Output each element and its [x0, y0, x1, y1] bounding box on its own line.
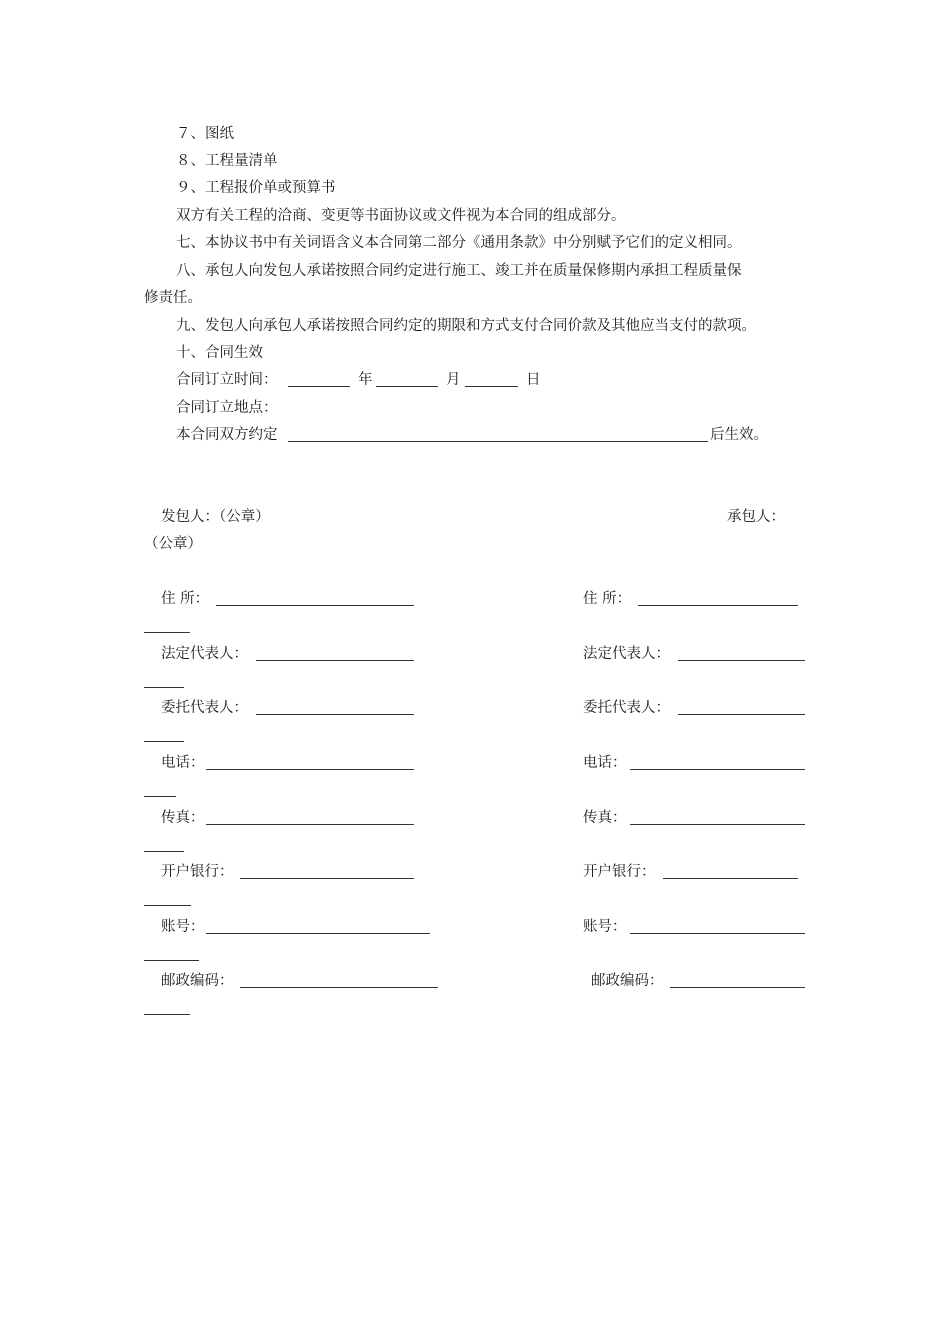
contractor-legal-rep-blank: [678, 660, 805, 661]
phone-overflow-blank: [144, 796, 176, 797]
employer-label: 发包人：（公章）: [161, 509, 270, 525]
item-8: ８、工程量清单: [176, 153, 278, 169]
account-overflow-blank: [144, 960, 199, 961]
item-7: ７、图纸: [176, 126, 234, 142]
postcode-overflow-blank: [144, 1014, 190, 1015]
contractor-agent-blank: [678, 714, 805, 715]
contractor-legal-rep-label: 法定代表人：: [583, 646, 670, 662]
item-9: ９、工程报价单或预算书: [176, 180, 336, 196]
contractor-bank-label: 开户银行：: [583, 864, 656, 880]
para-10: 十、合同生效: [176, 345, 263, 361]
contractor-postcode-label: 邮政编码：: [591, 973, 664, 989]
contractor-bank-blank: [663, 878, 798, 879]
contractor-postcode-blank: [670, 987, 805, 988]
employer-postcode-label: 邮政编码：: [161, 973, 234, 989]
employer-phone-blank: [206, 769, 414, 770]
year-blank: [288, 386, 350, 387]
employer-postcode-blank: [240, 987, 438, 988]
day-blank: [465, 386, 518, 387]
contractor-phone-label: 电话：: [583, 755, 627, 771]
effective-blank: [288, 441, 708, 442]
address-overflow-blank: [144, 632, 190, 633]
employer-legal-rep-blank: [256, 660, 414, 661]
contractor-phone-blank: [630, 769, 805, 770]
employer-agent-blank: [256, 714, 414, 715]
sign-place-label: 合同订立地点：: [176, 400, 278, 416]
contractor-label: 承包人：: [727, 509, 785, 525]
contractor-account-label: 账号：: [583, 919, 627, 935]
contractor-fax-label: 传真：: [583, 810, 627, 826]
para-9: 九、发包人向承包人承诺按照合同约定的期限和方式支付合同价款及其他应当支付的款项。: [176, 318, 756, 334]
contractor-seal: （公章）: [144, 536, 202, 552]
employer-account-blank: [206, 933, 430, 934]
para-8-line1: 八、承包人向发包人承诺按照合同约定进行施工、竣工并在质量保修期内承担工程质量保: [176, 263, 742, 279]
employer-address-blank: [216, 605, 414, 606]
month-blank: [376, 386, 438, 387]
employer-fax-blank: [206, 824, 414, 825]
contractor-agent-label: 委托代表人：: [583, 700, 670, 716]
employer-agent-label: 委托代表人：: [161, 700, 248, 716]
employer-account-label: 账号：: [161, 919, 205, 935]
sign-time-label: 合同订立时间：: [176, 372, 278, 388]
legal-rep-overflow-blank: [144, 687, 184, 688]
employer-bank-blank: [240, 878, 414, 879]
bank-overflow-blank: [144, 905, 191, 906]
effective-suffix: 后生效。: [710, 427, 768, 443]
employer-address-label: 住 所：: [161, 591, 210, 607]
effective-prefix: 本合同双方约定: [176, 427, 278, 443]
contractor-fax-blank: [630, 824, 805, 825]
employer-legal-rep-label: 法定代表人：: [161, 646, 248, 662]
contractor-address-label: 住 所：: [583, 591, 632, 607]
para-7: 七、本协议书中有关词语含义本合同第二部分《通用条款》中分别赋予它们的定义相同。: [176, 235, 742, 251]
contractor-account-blank: [630, 933, 805, 934]
para-8-line2: 修责任。: [144, 290, 202, 306]
employer-fax-label: 传真：: [161, 810, 205, 826]
para-parts: 双方有关工程的洽商、变更等书面协议或文件视为本合同的组成部分。: [176, 208, 626, 224]
agent-overflow-blank: [144, 741, 184, 742]
employer-phone-label: 电话：: [161, 755, 205, 771]
day-label: 日: [526, 372, 541, 388]
fax-overflow-blank: [144, 851, 184, 852]
month-label: 月: [446, 372, 461, 388]
contractor-address-blank: [638, 605, 798, 606]
employer-bank-label: 开户银行：: [161, 864, 234, 880]
year-label: 年: [358, 372, 373, 388]
